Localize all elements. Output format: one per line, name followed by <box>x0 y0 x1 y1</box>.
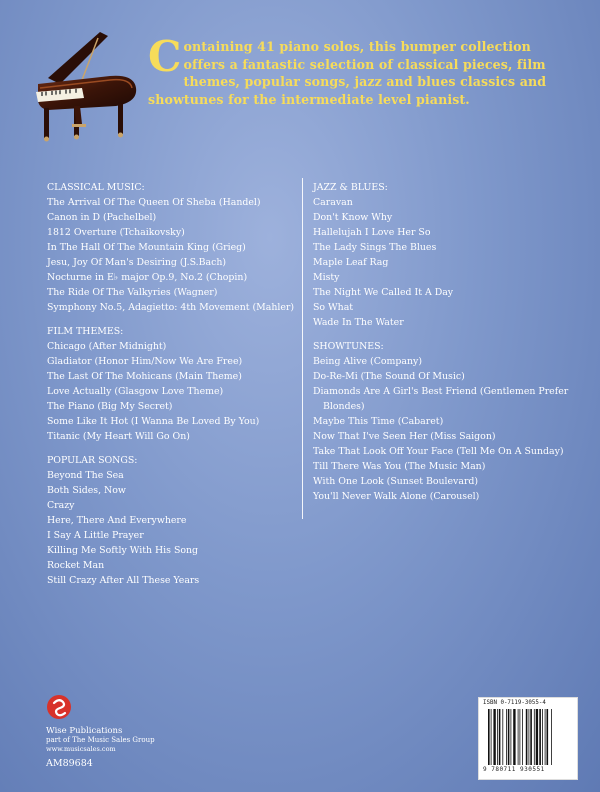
song-title: Rocket Man <box>47 560 105 571</box>
song-title: Nocturne in E♭ major Op.9, No.2 (Chopin) <box>47 272 248 283</box>
barcode-bar <box>547 709 549 765</box>
isbn-text: ISBN 0-7119-3055-4 <box>483 700 546 706</box>
barcode-bar <box>499 709 501 765</box>
song-title: Maple Leaf Rag <box>313 257 389 268</box>
barcode-bar <box>511 709 512 765</box>
song-title: The Piano (Big My Secret) <box>47 401 173 412</box>
column-divider <box>302 178 303 519</box>
barcode-bar <box>551 709 552 765</box>
barcode-bar <box>488 709 490 765</box>
song-title: Killing Me Softly With His Song <box>47 545 199 556</box>
song-title: Diamonds Are A Girl's Best Friend (Gentlemen Prefer Blondes) <box>313 386 569 412</box>
song-title: So What <box>313 302 354 313</box>
publisher-url: www.musicsales.com <box>46 744 116 753</box>
catalogue-code: AM89684 <box>46 757 93 769</box>
song-title: Beyond The Sea <box>47 470 124 481</box>
barcode-bar <box>534 709 535 765</box>
song-title: Caravan <box>313 197 353 208</box>
song-title: Jesu, Joy Of Man's Desiring (J.S.Bach) <box>47 257 227 268</box>
publisher-subtitle: part of The Music Sales Group <box>46 736 155 744</box>
barcode-bar <box>530 709 532 765</box>
song-title: Chicago (After Midnight) <box>47 341 167 352</box>
song-title: Now That I've Seen Her (Miss Saigon) <box>313 431 496 442</box>
barcode-bar <box>545 709 546 765</box>
song-title: The Last Of The Mohicans (Main Theme) <box>47 371 242 382</box>
blurb-dropcap: C <box>148 32 182 81</box>
song-title: Symphony No.5, Adagietto: 4th Movement (Mahler) <box>47 302 295 313</box>
song-section <box>313 180 573 330</box>
section-heading: POPULAR SONGS: <box>47 455 138 466</box>
barcode-number: 9 780711 930551 <box>483 766 545 773</box>
song-title: Hallelujah I Love Her So <box>313 227 431 238</box>
barcode-bar <box>513 709 515 765</box>
song-title: The Ride Of The Valkyries (Wagner) <box>47 287 218 298</box>
song-section <box>47 180 297 315</box>
grand-piano-icon <box>30 28 140 146</box>
right-song-column <box>313 180 573 513</box>
song-title: Do-Re-Mi (The Sound Of Music) <box>313 371 465 382</box>
song-title: Some Like It Hot (I Wanna Be Loved By You) <box>47 416 260 427</box>
song-title: Love Actually (Glasgow Love Theme) <box>47 386 224 397</box>
section-heading: JAZZ & BLUES: <box>313 182 388 193</box>
song-title: 1812 Overture (Tchaikovsky) <box>47 227 185 238</box>
song-title: Both Sides, Now <box>47 485 126 496</box>
song-title: Gladiator (Honor Him/Now We Are Free) <box>47 356 243 367</box>
barcode-bar <box>518 709 519 765</box>
blurb-text: ontaining 41 piano solos, this bumper collection offers a fantastic selection of classical pieces, film themes, popular songs, jazz and blues classics and showtunes for the intermediate level pianist. <box>148 39 547 107</box>
song-title: The Night We Called It A Day <box>313 287 454 298</box>
section-heading: CLASSICAL MUSIC: <box>47 182 145 193</box>
song-title: You'll Never Walk Alone (Carousel) <box>313 491 480 502</box>
song-title: Still Crazy After All These Years <box>47 575 200 586</box>
song-title: Being Alive (Company) <box>313 356 422 367</box>
barcode <box>478 697 578 780</box>
blurb <box>148 32 568 108</box>
song-title: I Say A Little Prayer <box>47 530 144 541</box>
barcode-bar <box>497 709 498 765</box>
publisher-name: Wise Publications <box>46 726 123 736</box>
song-section <box>47 324 297 444</box>
barcode-bar <box>508 709 510 765</box>
song-title: Titanic (My Heart Will Go On) <box>47 431 190 442</box>
song-title: In The Hall Of The Mountain King (Grieg) <box>47 242 246 253</box>
song-title: Wade In The Water <box>313 317 404 328</box>
section-heading: SHOWTUNES: <box>313 341 384 352</box>
song-title: Here, There And Everywhere <box>47 515 187 526</box>
song-section <box>313 339 573 504</box>
barcode-bar <box>529 709 530 765</box>
barcode-bar <box>491 709 492 765</box>
barcode-bar <box>526 709 528 765</box>
song-title: Till There Was You (The Music Man) <box>313 461 486 472</box>
song-title: With One Look (Sunset Boulevard) <box>313 476 479 487</box>
song-title: Take That Look Off Your Face (Tell Me On A Sunday) <box>313 446 564 457</box>
barcode-bar <box>539 709 541 765</box>
song-title: Crazy <box>47 500 75 511</box>
barcode-bar <box>522 709 523 765</box>
song-title: The Arrival Of The Queen Of Sheba (Handel) <box>47 197 261 208</box>
barcode-bar <box>506 709 507 765</box>
song-title: Don't Know Why <box>313 212 393 223</box>
left-song-column <box>47 180 297 597</box>
barcode-bar <box>493 709 495 765</box>
barcode-bar <box>520 709 521 765</box>
song-title: The Lady Sings The Blues <box>313 242 437 253</box>
song-title: Canon in D (Pachelbel) <box>47 212 157 223</box>
song-title: Misty <box>313 272 340 283</box>
barcode-bar <box>502 709 503 765</box>
publisher-block <box>46 694 206 769</box>
barcode-bar <box>536 709 538 765</box>
section-heading: FILM THEMES: <box>47 326 124 337</box>
song-title: Maybe This Time (Cabaret) <box>313 416 444 427</box>
song-section <box>47 453 297 588</box>
barcode-bars-icon <box>487 709 569 765</box>
barcode-bar <box>542 709 543 765</box>
music-sales-logo-icon <box>46 694 72 720</box>
